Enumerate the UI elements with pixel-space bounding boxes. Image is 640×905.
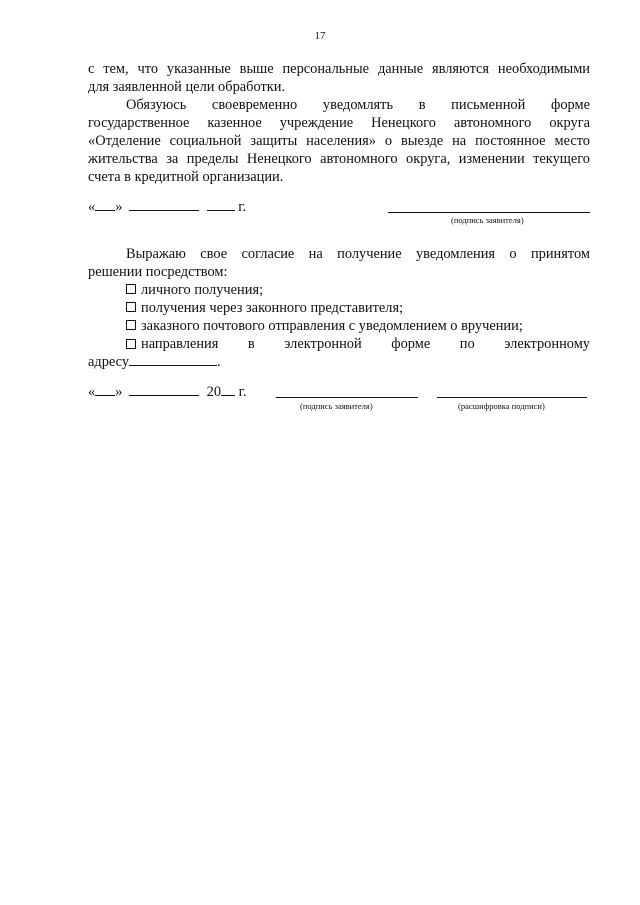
paragraph-line: Выражаю свое согласие на получение уведомления о принятом (126, 246, 590, 262)
option-label: заказного почтового отправления с уведомлением о вручении; (141, 318, 523, 334)
month-blank[interactable] (129, 198, 199, 211)
date-signature-row-1 (88, 198, 590, 216)
checkbox[interactable] (126, 284, 136, 294)
year-suffix: г. (238, 199, 247, 215)
option-label: личного получения; (141, 282, 264, 298)
option-electronic (88, 335, 590, 353)
year-blank[interactable] (221, 383, 235, 396)
paragraph-line: государственное казенное учреждение Ненецкого автономного округа (88, 115, 590, 131)
signature-caption-1: (подпись заявителя) (451, 215, 524, 225)
signature-decode-line[interactable] (437, 397, 587, 398)
paragraph-line: счета в кредитной организации. (88, 169, 284, 185)
paragraph-line: с тем, что указанные выше персональные данные являются необходимыми (88, 61, 590, 77)
open-quote: « (88, 199, 96, 215)
option-electronic-address (88, 353, 590, 371)
signature-line-1[interactable] (388, 212, 590, 213)
year-suffix: г. (238, 384, 247, 400)
close-quote: » (115, 199, 123, 215)
paragraph-line: Обязуюсь своевременно уведомлять в письменной форме (126, 97, 590, 113)
paragraph-line: решении посредством: (88, 264, 228, 280)
year-prefix: 20 (206, 384, 222, 400)
period: . (217, 354, 221, 370)
checkbox[interactable] (126, 320, 136, 330)
option-label: направления в электронной форме по электронному (141, 336, 590, 352)
paragraph-consent (88, 245, 590, 371)
signature-caption-2: (подпись заявителя) (300, 401, 373, 411)
signature-line-2[interactable] (276, 397, 418, 398)
option-personal (88, 281, 590, 299)
checkbox[interactable] (126, 302, 136, 312)
email-address-blank[interactable] (129, 353, 217, 366)
date-signature-row-2 (88, 383, 590, 401)
paragraph-obligation (88, 96, 590, 186)
day-blank[interactable] (95, 198, 115, 211)
date-field-1 (88, 199, 246, 215)
option-label: получения через законного представителя; (141, 300, 404, 316)
paragraph-personal-data (88, 60, 590, 96)
option-representative (88, 299, 590, 317)
year-blank[interactable] (207, 198, 235, 211)
signature-decode-caption: (расшифровка подписи) (458, 401, 545, 411)
checkbox[interactable] (126, 339, 136, 349)
day-blank[interactable] (95, 383, 115, 396)
date-field-2 (88, 384, 247, 400)
open-quote: « (88, 384, 96, 400)
paragraph-line: «Отделение социальной защиты населения» о выезде на постоянное место (88, 133, 590, 149)
page-number: 17 (314, 30, 326, 42)
paragraph-line: жительства за пределы Ненецкого автономного округа, изменении текущего (88, 151, 590, 167)
option-registered-mail (88, 317, 590, 335)
paragraph-line: для заявленной цели обработки. (88, 79, 286, 95)
close-quote: » (115, 384, 123, 400)
address-label: адресу (88, 354, 130, 370)
month-blank[interactable] (129, 383, 199, 396)
